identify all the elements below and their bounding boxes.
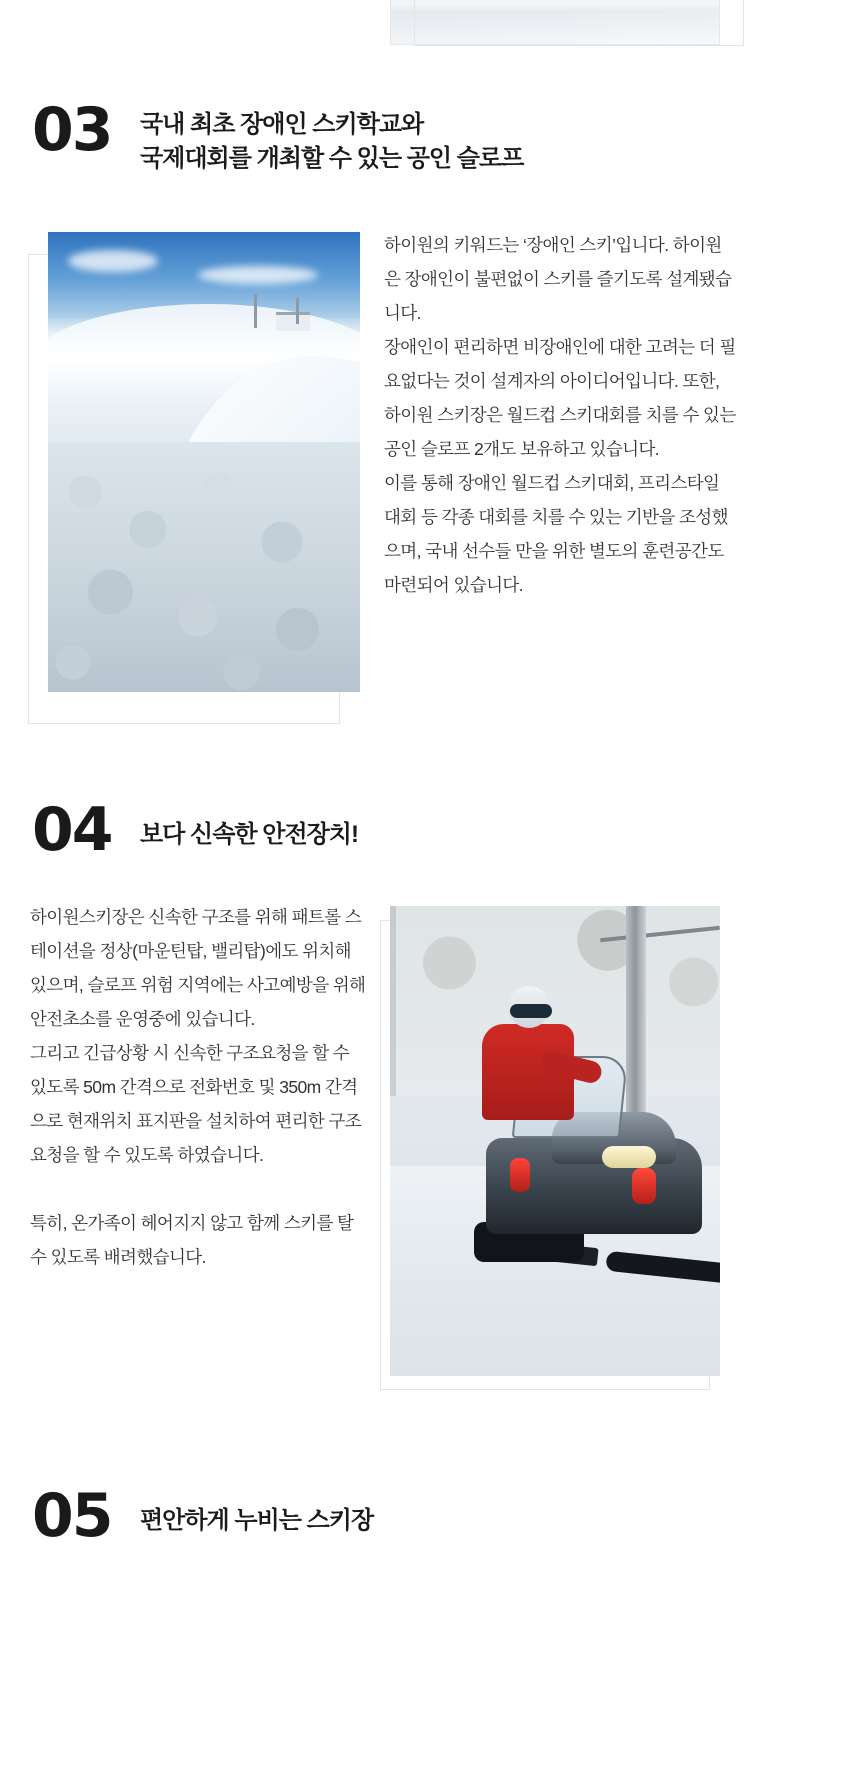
section-04-text [30, 900, 366, 1274]
goggles-icon [510, 1004, 552, 1018]
paragraph: 하이원스키장은 신속한 구조를 위해 패트롤 스테이션을 정상(마운틴탑, 밸리탑)에도 위치해 있으며, 슬로프 위험 지역에는 사고예방을 위해 안전초소를 운영중에 있습니다. [30, 907, 366, 1029]
emergency-light-right [632, 1168, 656, 1204]
cloud-icon [68, 250, 158, 272]
section-05-header [0, 1481, 860, 1551]
previous-section-photo-frame [414, 0, 744, 46]
emergency-light-left [510, 1158, 530, 1192]
lift-tower [296, 298, 299, 324]
section-03-header [0, 95, 860, 176]
section-04-title-line-1: 보다 신속한 안전장치! [140, 821, 358, 848]
headlight-icon [602, 1146, 656, 1168]
section-05-title [140, 1486, 373, 1538]
paragraph: 이를 통해 장애인 월드컵 스키대회, 프리스타일 대회 등 각종 대회를 치를 수 있는 기반을 조성했으며, 국내 선수들 만을 위한 별도의 훈련공간도 마련되어 있습니다. [384, 473, 728, 595]
section-04-photo [390, 906, 720, 1376]
section-03-photo [48, 232, 360, 692]
section-03-number: 03 [32, 95, 112, 165]
section-03 [0, 95, 860, 176]
lift-tower [254, 294, 257, 328]
section-04-number: 04 [32, 795, 112, 865]
summit-hut [276, 312, 310, 331]
lift-pole [626, 906, 646, 1126]
section-04-header [0, 795, 860, 865]
cloud-icon [198, 266, 318, 284]
section-03-title-line-2: 국제대회를 개최할 수 있는 공인 슬로프 [140, 145, 524, 172]
section-04-title [140, 800, 358, 852]
section-05-number: 05 [32, 1481, 112, 1551]
snow-covered-forest [48, 442, 360, 692]
paragraph: 하이원의 키워드는 ‘장애인 스키’입니다. 하이원은 장애인이 불편없이 스키를 즐기도록 설계됐습니다. [384, 235, 732, 323]
paragraph: 그리고 긴급상황 시 신속한 구조요청을 할 수 있도록 50m 간격으로 전화번호 및 350m 간격으로 현재위치 표지판을 설치하여 편리한 구조요청을 할 수 있도록 하였습니다. [30, 1043, 362, 1165]
paragraph: 장애인이 편리하면 비장애인에 대한 고려는 더 필요없다는 것이 설계자의 아이디어입니다. 또한, 하이원 스키장은 월드컵 스키대회를 치를 수 있는 공인 슬로프 2개도 보유하고 있습니다. [384, 337, 736, 459]
section-04 [0, 795, 860, 865]
section-03-title-line-1: 국내 최초 장애인 스키학교와 [140, 111, 424, 138]
section-05 [0, 1481, 860, 1551]
section-03-title [140, 100, 523, 176]
section-03-text [384, 228, 736, 602]
section-05-title-line-1: 편안하게 누비는 스키장 [140, 1507, 374, 1534]
paragraph: 특히, 온가족이 헤어지지 않고 함께 스키를 탈 수 있도록 배려했습니다. [30, 1213, 354, 1267]
